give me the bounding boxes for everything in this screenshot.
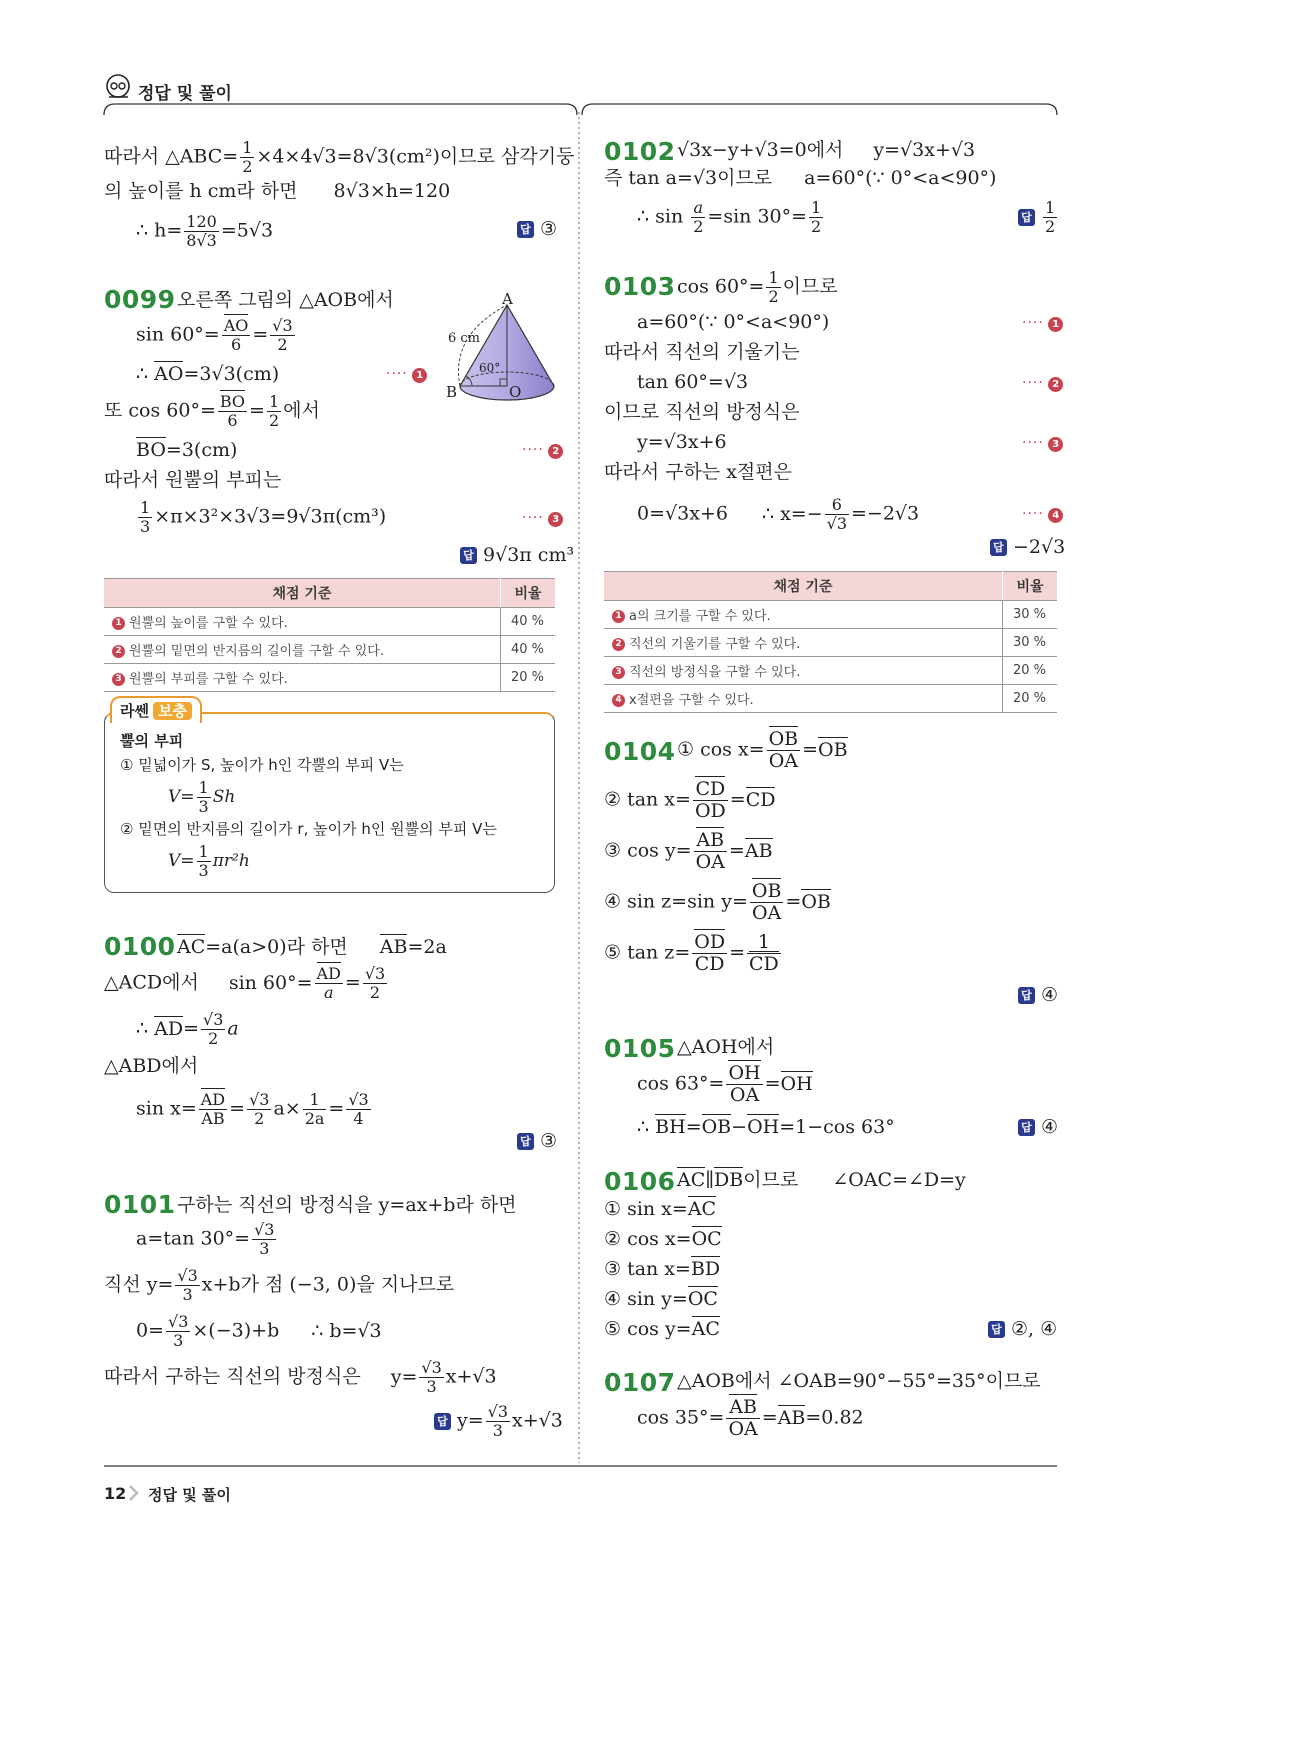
table-row: 1 원뿔의 높이를 구할 수 있다. 40 % <box>104 608 555 636</box>
problem-number-0105: 0105 <box>604 1034 676 1063</box>
p0105-answer: 답 ④ <box>1018 1114 1058 1140</box>
p0102-line-3: ∴ sin $\frac{a}{2}$ =sin 30°= $\frac{1}{2}$ <box>637 198 822 236</box>
answer-icon: 답 <box>1018 987 1035 1004</box>
p0107-line-2: cos 35°= $\frac{AB}{OA}$ =AB=0.82 <box>637 1396 864 1440</box>
table-row: 1 a의 크기를 구할 수 있다. 30 % <box>604 601 1057 629</box>
p0099-step-1: ···· 1 <box>386 366 427 383</box>
problem-number-0103: 0103 <box>604 272 676 301</box>
p0105-line-2: cos 63°= $\frac{OH}{OA}$ =OH <box>637 1062 813 1106</box>
intro-answer: 답 ③ <box>517 216 557 242</box>
p0100-line-1: AC=a(a>0)라 하면 AB=2a <box>177 936 447 958</box>
p0099-line-5: BO=3(cm) <box>136 439 238 461</box>
p0104-row-4: ④ sin z=sin y= $\frac{OB}{OA}$ =OB <box>604 880 831 924</box>
cone-label-a: A <box>502 290 513 308</box>
table-head-ratio: 비율 <box>1003 572 1058 601</box>
p0104-answer: 답 ④ <box>1018 982 1058 1008</box>
footer-chevron-icon <box>128 1484 140 1506</box>
p0106-row-4: ④ sin y=OC <box>604 1288 718 1310</box>
problem-number-0101: 0101 <box>104 1190 176 1219</box>
p0100-line-3: ∴ AD= $\frac{√3}{2}$ a <box>136 1010 239 1048</box>
p0103-line-5: 이므로 직선의 방정식은 <box>604 401 800 423</box>
problem-number-0107: 0107 <box>604 1368 676 1397</box>
p0104-row-1: ① cos x= $\frac{OB}{OA}$ =OB <box>677 728 848 772</box>
grading-table-0099 <box>104 578 555 692</box>
intro-line-3: ∴ h= $\frac{120}{8√3}$ =5√3 <box>136 212 274 250</box>
supplement-line-3: ② 밑면의 반지름의 길이가 r, 높이가 h인 원뿔의 부피 V는 <box>120 820 497 838</box>
p0103-line-7: 따라서 구하는 x절편은 <box>604 461 792 483</box>
p0100-line-2: △ACD에서 sin 60°= $\frac{AD}{a}$ = $\frac{√3}{2}$ <box>104 964 386 1002</box>
p0103-answer: 답 −2√3 <box>990 534 1065 560</box>
cone-figure <box>440 290 562 409</box>
p0102-line-2: 즉 tan a=√3이므로 a=60°(∵ 0°<a<90°) <box>604 167 997 189</box>
p0107-line-1: △AOB에서 ∠OAB=90°−55°=35°이므로 <box>677 1370 1041 1392</box>
p0106-row-2: ② cos x=OC <box>604 1228 722 1250</box>
grading-table-0103 <box>604 571 1057 713</box>
table-head-ratio: 비율 <box>501 579 556 608</box>
p0100-line-5: sin x= $\frac{AD}{AB}$ = $\frac{√3}{2}$ a× $\frac{1}{2a}$ = $\frac{√3}{4}$ <box>136 1090 369 1128</box>
supplement-title: 뿔의 부피 <box>120 732 184 750</box>
p0101-line-5: 따라서 구하는 직선의 방정식은 y= $\frac{√3}{3}$ x+√3 <box>104 1358 497 1396</box>
p0099-line-4: 또 cos 60°= $\frac{BO}{6}$ = $\frac{1}{2}$ 에서 <box>104 392 320 430</box>
supplement-line-1: ① 밑넓이가 S, 높이가 h인 각뿔의 부피 V는 <box>120 756 404 774</box>
table-row: 2 직선의 기울기를 구할 수 있다. 30 % <box>604 629 1057 657</box>
p0105-line-3: ∴ BH=OB−OH=1−cos 63° <box>637 1116 895 1138</box>
answer-icon: 답 <box>988 1321 1005 1338</box>
answer-icon: 답 <box>517 221 534 238</box>
p0106-row-1: ① sin x=AC <box>604 1198 717 1220</box>
table-head-criteria: 채점 기준 <box>604 572 1003 601</box>
p0103-step-3: ···· 3 <box>1022 435 1063 452</box>
table-row: 3 직선의 방정식을 구할 수 있다. 20 % <box>604 657 1057 685</box>
answer-icon: 답 <box>517 1133 534 1150</box>
p0100-answer: 답 ③ <box>517 1128 557 1154</box>
p0099-step-3: ···· 3 <box>522 510 563 527</box>
p0099-line-3: ∴ AO=3√3(cm) <box>136 363 280 385</box>
p0101-line-2: a=tan 30°= $\frac{√3}{3}$ <box>136 1220 275 1258</box>
p0104-row-3: ③ cos y= $\frac{AB}{OA}$ =AB <box>604 829 773 873</box>
problem-number-0104: 0104 <box>604 737 676 766</box>
p0100-line-4: △ABD에서 <box>104 1055 199 1077</box>
header-title: 정답 및 풀이 <box>138 84 232 104</box>
p0103-step-4: ···· 4 <box>1022 506 1063 523</box>
p0099-line-2: sin 60°= $\frac{AO}{6}$ = $\frac{√3}{2}$ <box>136 316 293 354</box>
p0099-line-6: 따라서 원뿔의 부피는 <box>104 469 282 491</box>
p0103-line-1: cos 60°= $\frac{1}{2}$ 이므로 <box>677 268 838 306</box>
table-row: 2 원뿔의 밑면의 반지름의 길이를 구할 수 있다. 40 % <box>104 636 555 664</box>
problem-number-0106: 0106 <box>604 1167 676 1196</box>
table-head-criteria: 채점 기준 <box>104 579 501 608</box>
problem-number-0102: 0102 <box>604 137 676 166</box>
p0106-answer: 답 ②, ④ <box>988 1316 1057 1342</box>
p0103-step-2: ···· 2 <box>1022 375 1063 392</box>
intro-line-1: 따라서 △ABC= $\frac{1}{2}$ ×4×4√3=8√3(cm²)이므로 삼각기둥 <box>104 138 575 176</box>
p0106-row-5: ⑤ cos y=AC <box>604 1318 720 1340</box>
answer-icon: 답 <box>434 1413 451 1430</box>
p0099-line-1: 오른쪽 그림의 △AOB에서 <box>177 289 394 311</box>
p0099-answer: 답 9√3π cm³ <box>460 542 574 568</box>
p0103-step-1: ···· 1 <box>1022 315 1063 332</box>
cone-label-b: B <box>446 383 458 401</box>
p0099-line-7: $\frac{1}{3}$ ×π×3²×3√3=9√3π(cm³) <box>140 498 387 536</box>
p0102-answer: 답 $\frac{1}{2}$ <box>1018 200 1059 235</box>
cone-label-6cm: 6 cm <box>448 331 481 346</box>
p0106-row-3: ③ tan x=BD <box>604 1258 721 1280</box>
intro-line-2: 의 높이를 h cm라 하면 8√3×h=120 <box>104 180 451 202</box>
p0102-line-1: √3x−y+√3=0에서 y=√3x+√3 <box>677 139 976 161</box>
problem-number-0099: 0099 <box>104 285 176 314</box>
p0101-line-1: 구하는 직선의 방정식을 y=ax+b라 하면 <box>177 1194 517 1216</box>
supplement-line-2: V= $\frac{1}{3}$ Sh <box>168 778 236 816</box>
p0103-line-2: a=60°(∵ 0°<a<90°) <box>637 311 830 333</box>
p0103-line-3: 따라서 직선의 기울기는 <box>604 341 800 363</box>
footer-page-number: 12 <box>104 1484 127 1503</box>
footer-title: 정답 및 풀이 <box>148 1486 231 1504</box>
answer-icon: 답 <box>1018 1119 1035 1136</box>
p0101-answer: 답 y= $\frac{√3}{3}$ x+√3 <box>434 1404 563 1439</box>
p0101-line-4: 0= $\frac{√3}{3}$ ×(−3)+b ∴ b=√3 <box>136 1312 382 1350</box>
p0104-row-2: ② tan x= $\frac{CD}{OD}$ =CD <box>604 778 776 822</box>
p0099-step-2: ···· 2 <box>522 442 563 459</box>
p0101-line-3: 직선 y= $\frac{√3}{3}$ x+b가 점 (−3, 0)을 지나므로 <box>104 1266 455 1304</box>
p0103-line-6: y=√3x+6 <box>637 431 727 453</box>
problem-number-0100: 0100 <box>104 932 176 961</box>
table-row: 3 원뿔의 부피를 구할 수 있다. 20 % <box>104 664 555 692</box>
p0106-line-1: AC∥DB이므로 ∠OAC=∠D=y <box>677 1169 966 1191</box>
p0105-line-1: △AOH에서 <box>677 1036 775 1058</box>
supplement-line-4: V= $\frac{1}{3}$ πr²h <box>168 842 250 880</box>
answer-icon: 답 <box>460 547 477 564</box>
p0104-row-5: ⑤ tan z= $\frac{OD}{CD}$ = $\frac{1}{CD}$ <box>604 931 779 975</box>
cone-label-60: 60° <box>479 361 501 375</box>
supplement-tab: 라쎈 보충 <box>110 696 202 723</box>
table-row: 4 x절편을 구할 수 있다. 20 % <box>604 685 1057 713</box>
answer-icon: 답 <box>990 539 1007 556</box>
p0103-line-4: tan 60°=√3 <box>637 371 749 393</box>
answer-icon: 답 <box>1018 209 1035 226</box>
cone-label-o: O <box>509 383 522 401</box>
p0103-line-8: 0=√3x+6 ∴ x=− $\frac{6}{√3}$ =−2√3 <box>637 495 920 533</box>
